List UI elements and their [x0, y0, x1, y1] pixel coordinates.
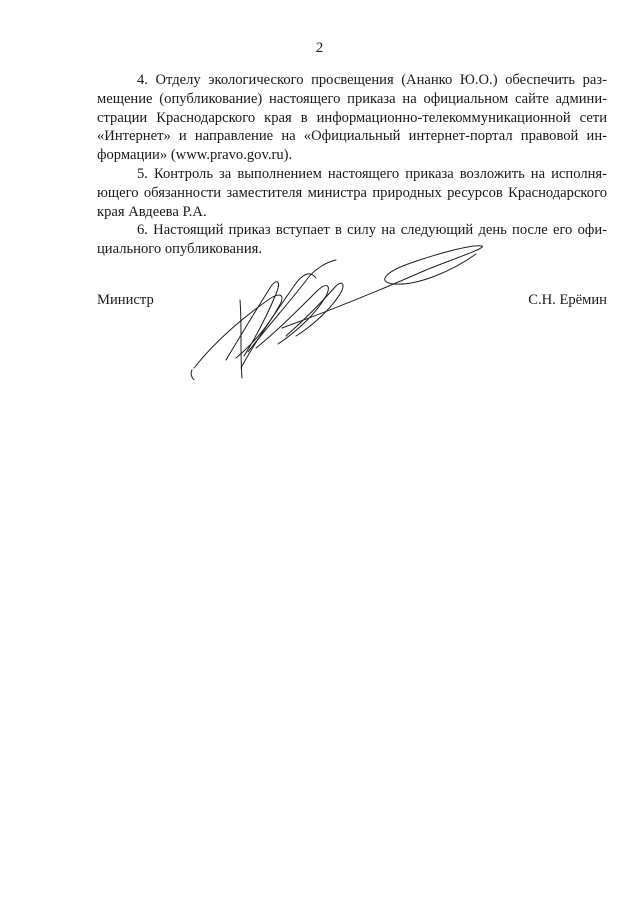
text-line: 6. Настоящий приказ вступает в силу на следующий день после его офи- [137, 222, 607, 239]
signatory-title: Министр [97, 292, 154, 308]
document-body [97, 71, 607, 259]
handwritten-signature [186, 240, 496, 380]
page-number: 2 [315, 40, 324, 56]
text-line: формации» (www.pravo.gov.ru). [97, 147, 293, 164]
text-line: страции Краснодарского края в информационно-телекоммуникационной сети [97, 109, 607, 126]
text-line: циального опубликования. [97, 241, 263, 258]
paragraph-4 [97, 71, 607, 165]
signatory-name: С.Н. Ерёмин [528, 292, 607, 308]
text-line: 5. Контроль за выполнением настоящего приказа возложить на исполня- [137, 165, 607, 182]
text-line: края Авдеева Р.А. [97, 203, 207, 220]
paragraph-5 [97, 165, 607, 221]
text-line: «Интернет» и направление на «Официальный интернет-портал правовой ин- [97, 128, 607, 145]
text-line: мещение (опубликование) настоящего приказа на официальном сайте админи- [97, 90, 607, 107]
text-line: ющего обязанности заместителя министра природных ресурсов Краснодарского [97, 184, 607, 201]
text-line: 4. Отделу экологического просвещения (Ананко Ю.О.) обеспечить раз- [137, 72, 607, 88]
